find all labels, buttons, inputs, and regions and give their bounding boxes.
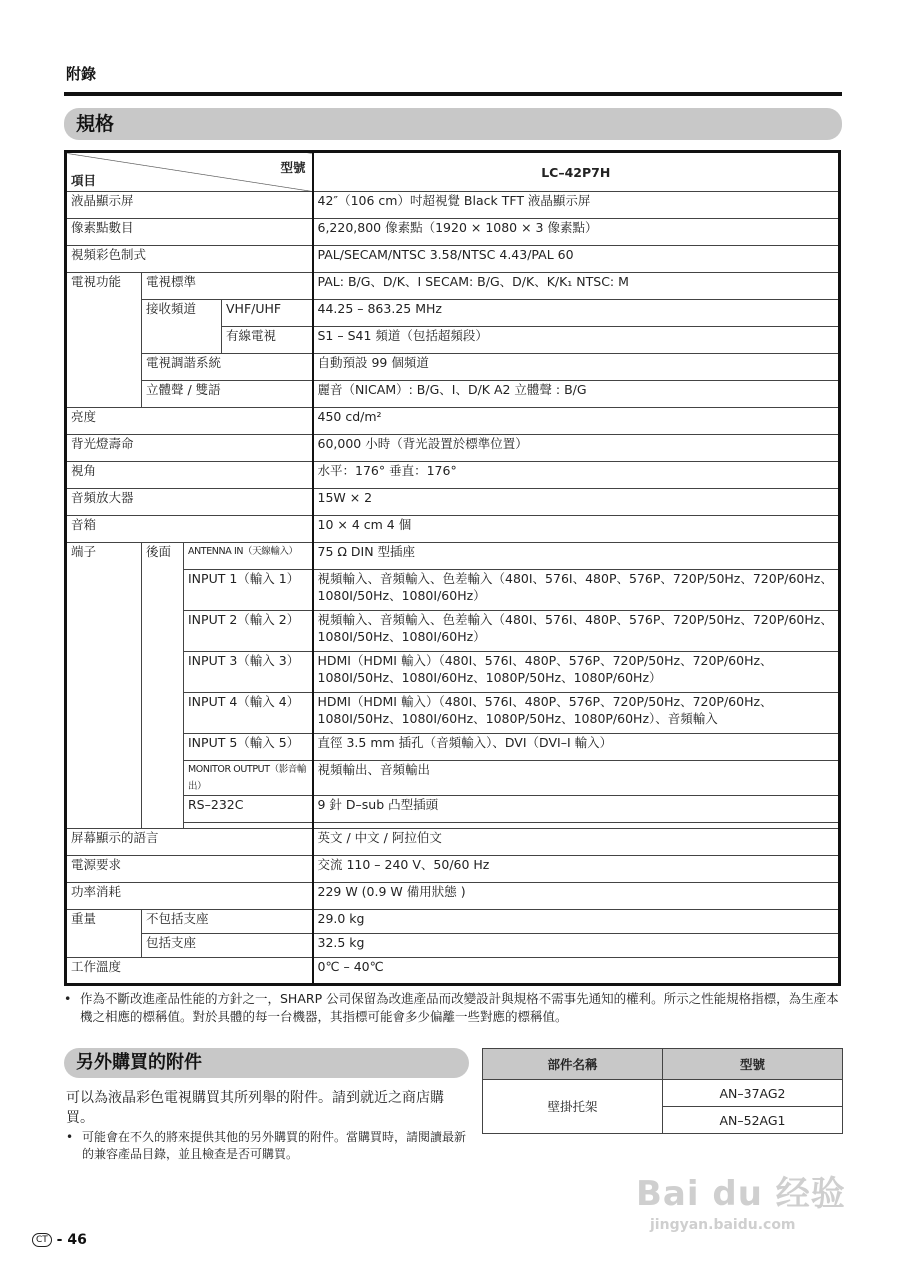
watermark: [636, 1166, 846, 1233]
spec-sub-label: 有線電視: [222, 327, 313, 354]
spec-label: 視角: [66, 462, 313, 489]
spec-value: 60,000 小時（背光設置於標準位置）: [313, 435, 840, 462]
spec-label: 音箱: [66, 516, 313, 543]
spec-group-label: 電視功能: [66, 273, 142, 408]
spec-sub-label: INPUT 3（輸入 3）: [184, 652, 313, 693]
accessories-model: AN–52AG1: [663, 1107, 843, 1134]
spec-label: 音頻放大器: [66, 489, 313, 516]
spec-value: 450 cd/m²: [313, 408, 840, 435]
spec-sub-label: 電視調諧系統: [142, 354, 313, 381]
spec-value: 0℃ – 40℃: [313, 958, 840, 985]
spec-value: PAL/SECAM/NTSC 3.58/NTSC 4.43/PAL 60: [313, 246, 840, 273]
page-footer: [32, 1232, 87, 1248]
accessories-title: 另外購買的附件: [64, 1048, 469, 1078]
spec-value: 6,220,800 像素點（1920 × 1080 × 3 像素點）: [313, 219, 840, 246]
spec-label: 液晶顯示屏: [66, 192, 313, 219]
spec-value: 自動預設 99 個頻道: [313, 354, 840, 381]
spec-sub-label: 不包括支座: [142, 910, 313, 934]
top-rule: [64, 92, 842, 96]
spec-value: 視頻輸出、音頻輸出: [313, 761, 840, 796]
spec-table: [64, 150, 841, 986]
spec-value: HDMI（HDMI 輸入）（480I、576I、480P、576P、720P/50Hz、720P/60Hz、1080I/50Hz、1080I/60Hz、1080P/50Hz、1080P/60Hz）、音頻輸入: [313, 693, 840, 734]
spec-value: 麗音（NICAM）: B/G、I、D/K A2 立體聲 : B/G: [313, 381, 840, 408]
spec-label: 電源要求: [66, 856, 313, 883]
spec-value: 32.5 kg: [313, 934, 840, 958]
accessories-note-text: 可能會在不久的將來提供其他的另外購買的附件。當購買時，請閱讀最新的兼容產品目錄，並且檢查是否可購買。: [82, 1130, 467, 1161]
spec-label: 像素點數目: [66, 219, 313, 246]
spec-sub-label: RS–232C: [184, 796, 313, 823]
spec-sub-label: INPUT 4（輸入 4）: [184, 693, 313, 734]
spec-sub-label: INPUT 1（輸入 1）: [184, 570, 313, 611]
spec-value: 229 W (0.9 W 備用狀態 ): [313, 883, 840, 910]
spec-value: 視頻輸入、音頻輸入、色差輸入（480I、576I、480P、576P、720P/50Hz、720P/60Hz、1080I/50Hz、1080I/60Hz）: [313, 570, 840, 611]
spec-value: 75 Ω DIN 型插座: [313, 543, 840, 570]
spec-footnote: [64, 990, 844, 1026]
spec-value: 42″（106 cm）吋超視覺 Black TFT 液晶顯示屏: [313, 192, 840, 219]
spec-label: 視頻彩色制式: [66, 246, 313, 273]
spec-value: 視頻輸入、音頻輸入、色差輸入（480I、576I、480P、576P、720P/50Hz、720P/60Hz、1080I/50Hz、1080I/60Hz）: [313, 611, 840, 652]
accessories-item: 壁掛托架: [483, 1080, 663, 1134]
spec-sub-label: INPUT 2（輸入 2）: [184, 611, 313, 652]
spec-value: PAL: B/G、D/K、I SECAM: B/G、D/K、K/K₁ NTSC: M: [313, 273, 840, 300]
spec-col-model-label: 型號: [280, 160, 306, 175]
spec-sub-label: INPUT 5（輸入 5）: [184, 734, 313, 761]
spec-label: 亮度: [66, 408, 313, 435]
spec-group-label: 重量: [66, 910, 142, 958]
spec-sub-label: MONITOR OUTPUT（影音輸出）: [184, 761, 313, 796]
spec-label: 屏幕顯示的語言: [66, 829, 313, 856]
spec-value: S1 – S41 頻道（包括超頻段）: [313, 327, 840, 354]
spec-sub-label: VHF/UHF: [222, 300, 313, 327]
spec-value: 29.0 kg: [313, 910, 840, 934]
bullet: •: [66, 1130, 74, 1144]
spec-group-label: 端子: [66, 543, 142, 829]
spec-value: 交流 110 – 240 V、50/60 Hz: [313, 856, 840, 883]
spec-value: 10 × 4 cm 4 個: [313, 516, 840, 543]
watermark-url: jingyan.baidu.com: [650, 1217, 796, 1233]
spec-value: 9 針 D–sub 凸型插頭: [313, 796, 840, 823]
spec-sub-label: 接收頻道: [142, 300, 222, 354]
spec-sub-label: ANTENNA IN（天線輸入）: [184, 543, 313, 570]
footnote-text: 作為不斷改進產品性能的方針之一，SHARP 公司保留為改進產品而改變設計與規格不需事先通知的權利。所示之性能規格指標，為生產本機之相應的標稱值。對於具體的每一台機器，其指標可能會多少偏離一些對應的標稱值。: [80, 991, 839, 1024]
spec-label: 背光燈壽命: [66, 435, 313, 462]
spec-label: 工作溫度: [66, 958, 313, 985]
spec-header-diagonal: [66, 152, 313, 192]
spec-value: HDMI（HDMI 輸入）（480I、576I、480P、576P、720P/50Hz、720P/60Hz、1080I/50Hz、1080I/60Hz、1080P/50Hz、1080P/60Hz）: [313, 652, 840, 693]
watermark-logo: Bai du 经验: [636, 1174, 846, 1214]
spec-value: 44.25 – 863.25 MHz: [313, 300, 840, 327]
spec-label: 功率消耗: [66, 883, 313, 910]
spec-col-item-label: 項目: [71, 173, 97, 188]
spec-value: 水平：176° 垂直：176°: [313, 462, 840, 489]
accessories-col-name: 部件名稱: [483, 1049, 663, 1080]
spec-sub-label: 包括支座: [142, 934, 313, 958]
section-label: 附錄: [66, 65, 97, 83]
spec-title: 規格: [64, 108, 842, 140]
accessories-paragraph: 可以為液晶彩色電視購買其所列舉的附件。請到就近之商店購買。: [66, 1090, 444, 1126]
accessories-col-model: 型號: [663, 1049, 843, 1080]
accessories-model: AN–37AG2: [663, 1080, 843, 1107]
accessories-table: [482, 1048, 843, 1134]
spec-model-name: LC–42P7H: [313, 152, 840, 192]
page-number: - 46: [56, 1232, 87, 1248]
spec-value: 15W × 2: [313, 489, 840, 516]
spec-value: 直徑 3.5 mm 插孔（音頻輸入）、DVI（DVI–I 輸入）: [313, 734, 840, 761]
accessories-note: [66, 1129, 471, 1163]
language-badge: CT: [32, 1233, 52, 1247]
spec-sub-label: 後面: [142, 543, 184, 829]
spec-sub-label: 立體聲 / 雙語: [142, 381, 313, 408]
bullet: •: [64, 991, 72, 1006]
spec-sub-label: 電視標準: [142, 273, 313, 300]
spec-value: 英文 / 中文 / 阿拉伯文: [313, 829, 840, 856]
